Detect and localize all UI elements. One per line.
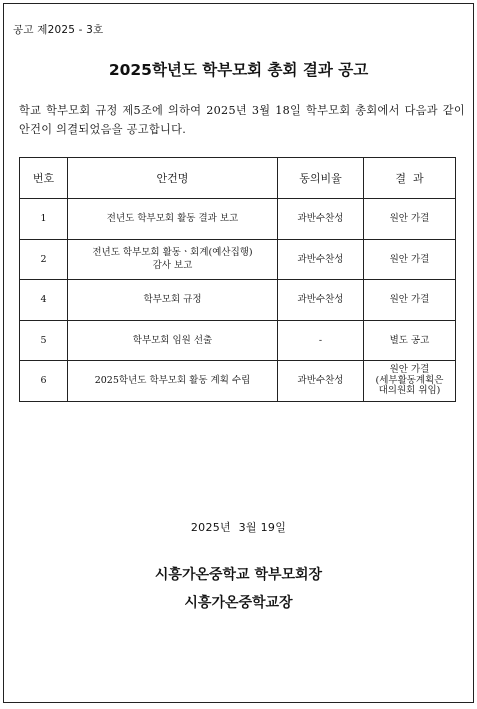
row-number: 1 bbox=[20, 199, 68, 240]
row-result: 원안 가결 (세부활동계획은 대의원회 위임) bbox=[364, 361, 456, 402]
row-agenda-name: 학부모회 임원 선출 bbox=[68, 320, 278, 361]
row-result: 원안 가결 bbox=[364, 239, 456, 280]
table-row bbox=[20, 280, 456, 321]
header-consent-ratio: 동의비율 bbox=[278, 158, 364, 199]
row-result: 별도 공고 bbox=[364, 320, 456, 361]
row-result: 원안 가결 bbox=[364, 199, 456, 240]
agenda-table bbox=[19, 157, 456, 402]
row-number: 6 bbox=[20, 361, 68, 402]
row-agenda-name: 전년도 학부모회 활동ㆍ회계(예산집행) 감사 보고 bbox=[68, 239, 278, 280]
row-number: 4 bbox=[20, 280, 68, 321]
notice-number: 공고 제2025 - 3호 bbox=[13, 24, 104, 36]
header-number: 번호 bbox=[20, 158, 68, 199]
row-agenda-name: 학부모회 규정 bbox=[68, 280, 278, 321]
signer-principal: 시흥가온중학교장 bbox=[184, 595, 293, 611]
header-result: 결 과 bbox=[364, 158, 456, 199]
document-title: 2025학년도 학부모회 총회 결과 공고 bbox=[108, 61, 369, 79]
row-agenda-name: 전년도 학부모회 활동 결과 보고 bbox=[68, 199, 278, 240]
table-row bbox=[20, 361, 456, 402]
row-number: 2 bbox=[20, 239, 68, 280]
table-row bbox=[20, 239, 456, 280]
row-consent-ratio: 과반수찬성 bbox=[278, 361, 364, 402]
announcement-date: 2025년 3월 19일 bbox=[190, 521, 287, 534]
signer-parent-association-president: 시흥가온중학교 학부모회장 bbox=[154, 567, 323, 583]
table-row bbox=[20, 320, 456, 361]
table-row bbox=[20, 199, 456, 240]
row-number: 5 bbox=[20, 320, 68, 361]
row-consent-ratio: 과반수찬성 bbox=[278, 199, 364, 240]
row-consent-ratio: 과반수찬성 bbox=[278, 239, 364, 280]
row-consent-ratio: 과반수찬성 bbox=[278, 280, 364, 321]
row-consent-ratio: - bbox=[278, 320, 364, 361]
table-header-row bbox=[20, 158, 456, 199]
header-agenda-name: 안건명 bbox=[68, 158, 278, 199]
row-result: 원안 가결 bbox=[364, 280, 456, 321]
intro-paragraph: 학교 학부모회 규정 제5조에 의하여 2025년 3월 18일 학부모회 총회에서 다음과 같이 안건이 의결되었음을 공고합니다. bbox=[19, 104, 465, 136]
row-agenda-name: 2025학년도 학부모회 활동 계획 수립 bbox=[68, 361, 278, 402]
